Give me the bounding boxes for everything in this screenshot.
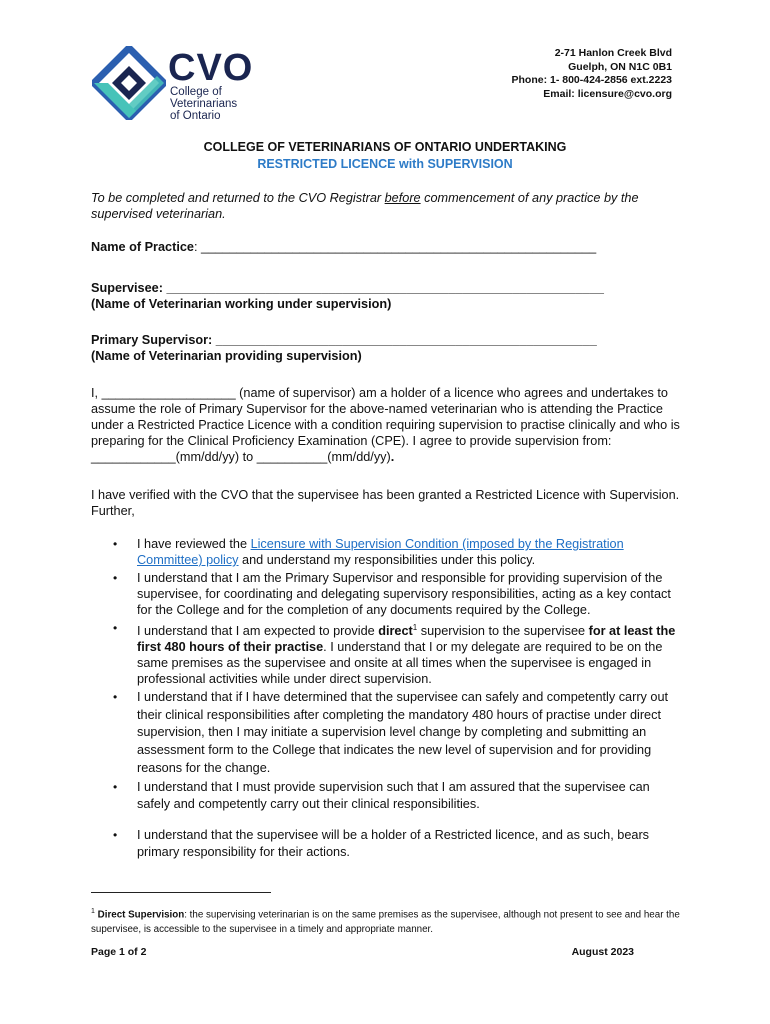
footnote-term: Direct Supervision <box>97 909 185 921</box>
practice-name-label: Name of Practice <box>91 240 194 254</box>
policy-link[interactable]: Licensure with Supervision Condition (imposed by the Registration Committee) policy <box>137 537 624 567</box>
bullet-3-direct: direct <box>378 624 413 639</box>
undertaking-end: . <box>390 450 395 464</box>
verified-paragraph: I have verified with the CVO that the supervisee has been granted a Restricted Licence with Supervision. Further, <box>91 488 680 518</box>
footnote-ref: 1 <box>412 623 418 632</box>
instructions-text-2: commencement of any practice by the supervised veterinarian. <box>91 191 639 221</box>
bullet-3-hours: for at least the first 480 hours of their practise <box>137 624 676 655</box>
address-street: 2-71 Hanlon Creek Blvd <box>554 47 672 59</box>
footnote-text: : the supervising veterinarian is on the same premises as the supervisee, although not present to see and hear the supervisee, is accessible to the supervisee in a timely and appropriate manner. <box>91 909 680 936</box>
list-item <box>113 779 677 813</box>
bullet-2-text: I understand that I am the Primary Supervisor and responsible for providing supervision of the supervisee, for coordinating and delegating supervisory responsibilities, acting as a key contact for the College and for the completion of any documents required by the College. <box>137 571 671 617</box>
address-email: Email: licensure@cvo.org <box>543 87 672 100</box>
logo-line-1: College of <box>170 86 222 98</box>
address-block <box>511 47 672 101</box>
bullet-1-text-post: and understand my responsibilities under this policy. <box>238 553 536 567</box>
bullet-4-text: I understand that if I have determined that the supervisee can safely and competently carry out their clinical responsibilities after completing the mandatory 480 hours of practise under direct supervision, then I may initiate a supervision level change by completing and submitting an assessment form to the College that indicates the new level of supervision and for providing reasons for the change. <box>137 690 669 775</box>
address-city: Guelph, ON N1C 0B1 <box>568 60 672 73</box>
instructions <box>91 190 681 222</box>
logo-wordmark: CVO <box>168 47 254 89</box>
list-item <box>113 570 677 618</box>
bullet-3-text-post: . I understand that I or my delegate are required to be on the same premises as the supervisee and onsite at all times when the supervisee is engaged in professional activities while under direct supervision. <box>137 640 663 687</box>
instructions-emphasis: before <box>384 191 421 205</box>
cvo-logo-mark-icon <box>92 46 166 120</box>
undertaking-paragraph <box>91 385 681 465</box>
list-item <box>113 620 677 687</box>
practice-name-field[interactable] <box>91 239 681 255</box>
supervisee-label[interactable]: Supervisee: ______________________________________________________________ <box>91 281 604 295</box>
footnote <box>91 904 681 937</box>
address-phone: Phone: 1- 800-424-2856 ext.2223 <box>511 74 672 87</box>
document-date: August 2023 <box>571 946 634 958</box>
supervisor-note: (Name of Veterinarian providing supervision) <box>91 349 362 363</box>
responsibility-list <box>113 536 677 861</box>
page-number: Page 1 of 2 <box>91 946 147 958</box>
document-subtitle: RESTRICTED LICENCE with SUPERVISION <box>257 157 513 171</box>
undertaking-text: I, ___________________ (name of supervisor) am a holder of a licence who agrees and undertakes to assume the role of Primary Supervisor for the above-named veterinarian who is attending the Practice under a Restricted Practice Licence with a condition requiring supervision to practise clinically and who is preparing for the Clinical Proficiency Examination (CPE). I agree to provide supervision from: ____________(mm/dd/yy) to __________(mm/dd/yy) <box>91 386 680 464</box>
bullet-3-text-mid: supervision to the supervisee <box>417 624 589 639</box>
footnote-divider <box>91 892 271 893</box>
list-item <box>113 689 677 777</box>
bullet-icon: • <box>113 828 118 843</box>
footnote-number: 1 <box>91 908 95 915</box>
list-item <box>113 827 677 861</box>
bullet-3-text-pre: I understand that I am expected to provide <box>137 624 379 639</box>
logo-line-3: of Ontario <box>170 110 221 122</box>
bullet-icon: • <box>113 780 118 795</box>
cvo-logo <box>92 46 262 122</box>
bullet-5-text: I understand that I must provide supervision such that I am assured that the supervisee can safely and competently carry out their clinical responsibilities. <box>137 780 650 812</box>
list-item <box>113 536 677 568</box>
logo-subtitle <box>170 86 237 122</box>
supervisee-note: (Name of Veterinarian working under supervision) <box>91 297 392 311</box>
supervisee-field[interactable] <box>91 280 681 312</box>
bullet-icon: • <box>113 621 118 635</box>
bullet-icon: • <box>113 537 118 551</box>
bullet-1-text-pre: I have reviewed the <box>137 537 251 551</box>
instructions-text-1: To be completed and returned to the CVO Registrar <box>91 191 385 205</box>
bullet-icon: • <box>113 571 118 585</box>
bullet-icon: • <box>113 690 118 705</box>
supervisor-label[interactable]: Primary Supervisor: ______________________________________________________ <box>91 333 597 347</box>
logo-line-2: Veterinarians <box>170 98 238 110</box>
practice-name-blank[interactable]: : ________________________________________________________ <box>193 240 597 254</box>
supervisor-field[interactable] <box>91 332 681 364</box>
document-title: COLLEGE OF VETERINARIANS OF ONTARIO UNDERTAKING <box>203 140 567 154</box>
bullet-6-text: I understand that the supervisee will be a holder of a Restricted licence, and as such, bears primary responsibility for their actions. <box>137 828 650 860</box>
